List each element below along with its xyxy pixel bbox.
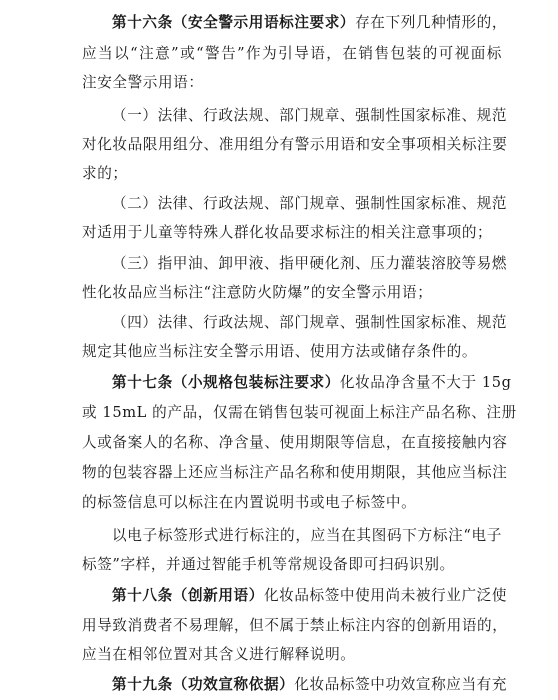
line-text: 或 15mL 的产品，仅需在销售包装可视面上标注产品名称、注册 [82, 404, 517, 421]
paragraph-line [82, 159, 502, 189]
line-text: 应当在相邻位置对其含义进行解释说明。 [82, 646, 356, 663]
paragraph-line [82, 640, 502, 670]
paragraph-line [112, 308, 508, 338]
paragraph-line [112, 368, 512, 398]
line-text: 性化妆品应当标注“注意防火防爆”的安全警示用语； [82, 284, 433, 301]
line-text: 人或备案人的名称、净含量、使用期限等信息，在直接接触内容 [82, 434, 508, 451]
paragraph-line [82, 337, 502, 367]
line-text: 注安全警示用语： [82, 74, 204, 91]
line-text: 化妆品标签中使用尚未被行业广泛使 [263, 587, 508, 604]
paragraph-line [82, 218, 502, 248]
line-text: 应当以“注意”或“警告”作为引导语，在销售包装的可视面标 [82, 45, 502, 62]
line-text: （三）指甲油、卸甲液、指甲硬化剂、压力灌装溶胶等易燃 [112, 255, 508, 272]
line-text: 化妆品标签中功效宣称应当有充 [294, 676, 508, 693]
article-heading: 第十七条（小规格包装标注要求） [112, 374, 340, 391]
paragraph-line [82, 68, 502, 98]
line-text: 规定其他应当标注安全警示用语、使用方法或储存条件的。 [82, 343, 478, 360]
paragraph-line [112, 101, 508, 131]
paragraph-line [82, 39, 502, 69]
line-text: 物的包装容器上还应当标注产品名称和使用期限，其他应当标注 [82, 464, 508, 481]
line-text: 化妆品净含量不大于 15g [339, 374, 512, 391]
paragraph-line [82, 278, 502, 308]
line-text: （二）法律、行政法规、部门规章、强制性国家标准、规范 [112, 195, 508, 212]
line-text: 标签”字样，并通过智能手机等常规设备即可扫码识别。 [82, 556, 455, 573]
paragraph-line [82, 458, 508, 488]
paragraph-line [82, 130, 508, 160]
paragraph-line [112, 670, 508, 700]
line-text: （一）法律、行政法规、部门规章、强制性国家标准、规范 [112, 107, 508, 124]
article-heading: 第十六条（安全警示用语标注要求） [112, 14, 356, 31]
line-text: 以电子标签形式进行标注的，应当在其图码下方标注“电子 [112, 527, 502, 544]
paragraph-line [82, 428, 508, 458]
line-text: （四）法律、行政法规、部门规章、强制性国家标准、规范 [112, 314, 508, 331]
paragraph-line [82, 488, 502, 518]
line-text: 的标签信息可以标注在内置说明书或电子标签中。 [82, 494, 417, 511]
paragraph-line [112, 8, 508, 38]
paragraph-line [112, 581, 508, 611]
paragraph-line [112, 189, 508, 219]
line-text: 对适用于儿童等特殊人群化妆品要求标注的相关注意事项的； [82, 224, 493, 241]
paragraph-line [82, 611, 508, 641]
article-heading: 第十九条（功效宣称依据） [112, 676, 295, 693]
line-text: 求的； [82, 165, 128, 182]
paragraph-line [82, 398, 517, 428]
paragraph-line [112, 249, 508, 279]
line-text: 对化妆品限用组分、准用组分有警示用语和安全事项相关标注要 [82, 136, 508, 153]
article-heading: 第十八条（创新用语） [112, 587, 264, 604]
paragraph-line [112, 521, 502, 551]
line-text: 存在下列几种情形的， [355, 14, 508, 31]
paragraph-line [82, 550, 502, 580]
line-text: 用导致消费者不易理解，但不属于禁止标注内容的创新用语的， [82, 617, 508, 634]
